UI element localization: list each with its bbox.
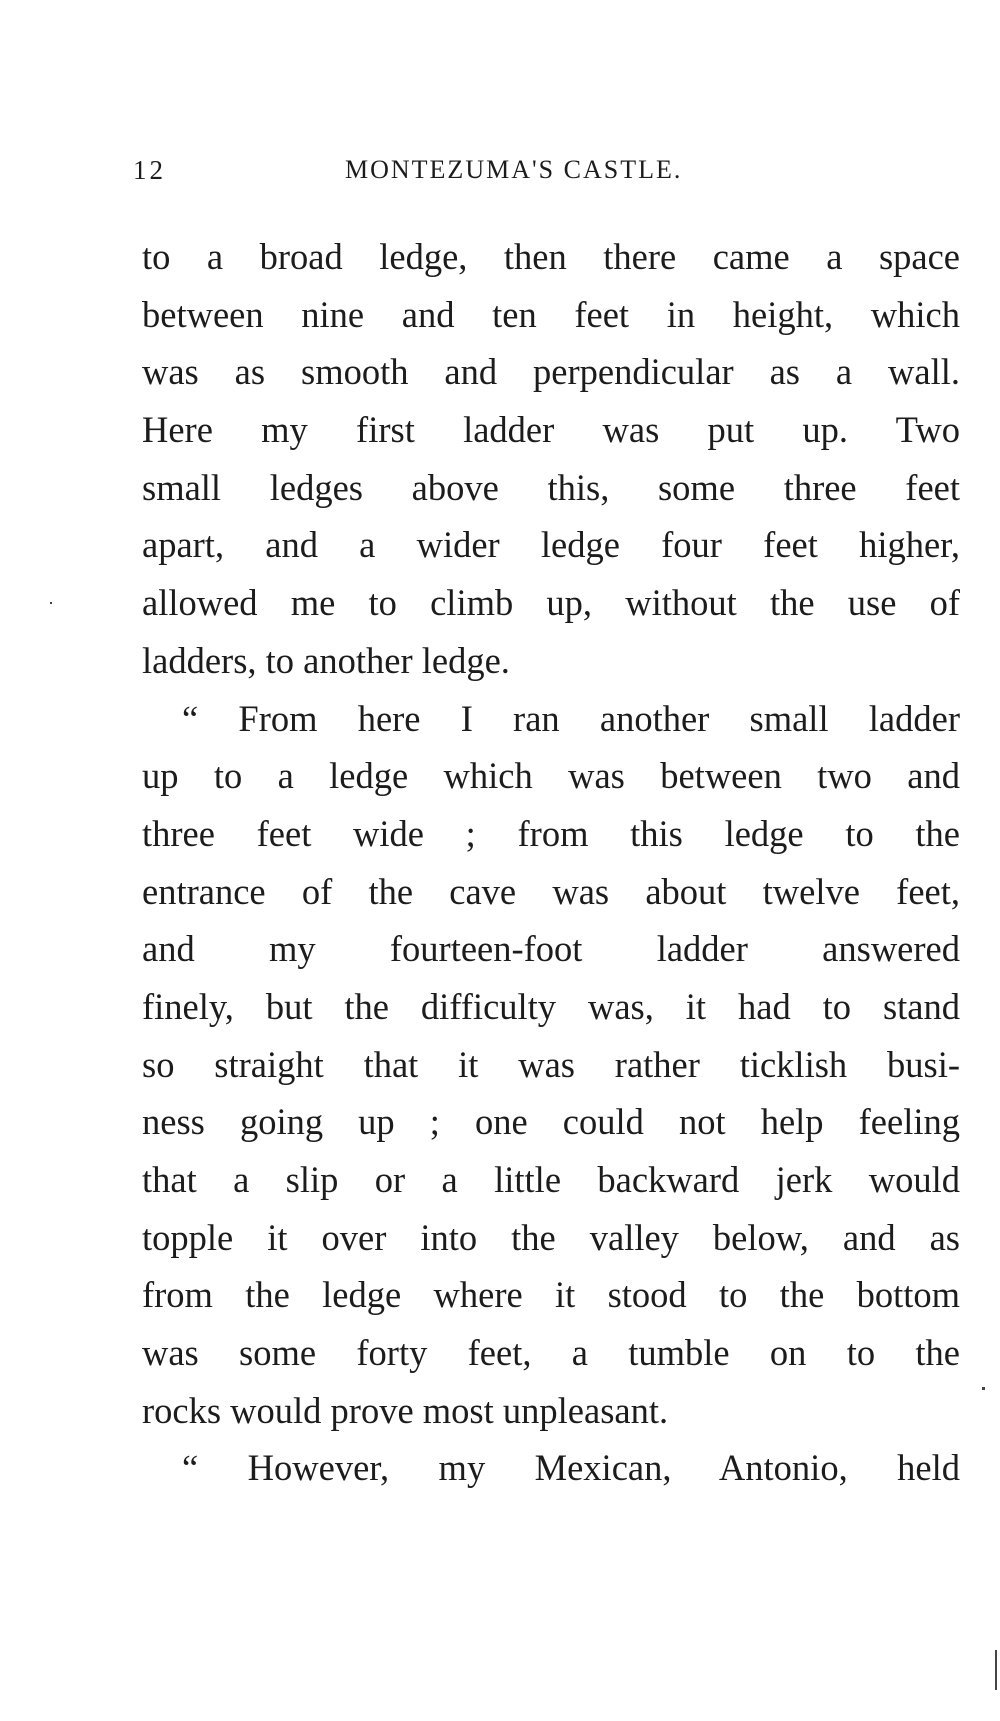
text-line: was as smooth and perpendicular as a wall.	[142, 351, 960, 393]
text-line: between nine and ten feet in height, which	[142, 293, 960, 335]
text-line: entrance of the cave was about twelve feet,	[142, 870, 960, 912]
margin-speck	[50, 602, 52, 604]
margin-speck	[982, 1387, 985, 1390]
text-line: that a slip or a little backward jerk would	[142, 1159, 960, 1200]
text-line: and my fourteen-foot ladder answered	[142, 928, 960, 970]
text-line: to a broad ledge, then there came a space	[142, 236, 960, 277]
text-line: up to a ledge which was between two and	[142, 755, 960, 797]
text-line: topple it over into the valley below, and as	[142, 1216, 960, 1258]
text-line: was some forty feet, a tumble on to the	[142, 1332, 960, 1374]
text-line: Here my first ladder was put up. Two	[142, 409, 960, 451]
text-line: “ However, my Mexican, Antonio, held	[182, 1447, 960, 1489]
text-line: allowed me to climb up, without the use of	[142, 582, 960, 624]
page-header	[0, 150, 1000, 190]
text-line: from the ledge where it stood to the bottom	[142, 1274, 960, 1316]
body-text	[142, 228, 960, 1497]
text-line: ness going up ; one could not help feeling	[142, 1101, 960, 1143]
text-line: “ From here I ran another small ladder	[182, 697, 960, 739]
text-line: apart, and a wider ledge four feet higher,	[142, 524, 960, 566]
text-line: ladders, to another ledge.	[142, 639, 510, 681]
text-line: so straight that it was rather ticklish busi-	[142, 1043, 960, 1085]
text-line: finely, but the difficulty was, it had to stand	[142, 985, 960, 1027]
page-number: 12	[133, 155, 166, 185]
text-line: small ledges above this, some three feet	[142, 466, 960, 508]
running-head: MONTEZUMA'S CASTLE.	[345, 155, 683, 184]
edge-mark	[995, 1650, 997, 1690]
text-line: rocks would prove most unpleasant.	[142, 1389, 669, 1431]
text-line: three feet wide ; from this ledge to the	[142, 812, 960, 854]
